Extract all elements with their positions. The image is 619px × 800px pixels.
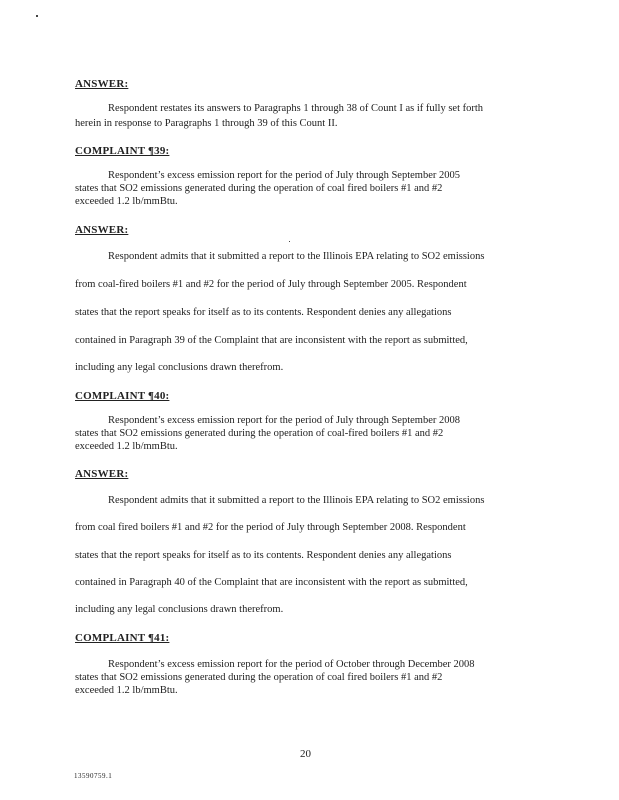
complaint-39-line: states that SO2 emissions generated during the operation of coal fired boilers #1 and #2 [75,183,443,194]
answer-39-line: including any legal conclusions drawn therefrom. [75,362,284,373]
answer-38-line: Respondent restates its answers to Paragraphs 1 through 38 of Count I as if fully set forth [108,103,484,114]
complaint-41-heading: COMPLAINT ¶41: [75,632,170,644]
page-number: 20 [300,748,311,760]
answer-39-line: states that the report speaks for itself as to its contents. Respondent denies any allegations [75,307,452,318]
answer-39-line: from coal-fired boilers #1 and #2 for the period of July through September 2005. Respondent [75,279,467,290]
complaint-40-heading: COMPLAINT ¶40: [75,390,170,402]
scan-speck [36,15,38,17]
answer-40-line: contained in Paragraph 40 of the Complaint that are inconsistent with the report as submitted, [75,577,468,588]
answer-39-line: Respondent admits that it submitted a report to the Illinois EPA relating to SO2 emissions [108,251,485,262]
complaint-39-heading: COMPLAINT ¶39: [75,145,170,157]
answer-38-line: herein in response to Paragraphs 1 through 39 of this Count II. [75,118,338,129]
answer-heading: ANSWER: [75,78,129,90]
answer-40-line: from coal fired boilers #1 and #2 for the period of July through September 2008. Respondent [75,522,466,533]
answer-heading: ANSWER: [75,224,129,236]
complaint-40-line: states that SO2 emissions generated during the operation of coal-fired boilers #1 and #2 [75,428,444,439]
answer-40-line: states that the report speaks for itself as to its contents. Respondent denies any allegations [75,550,452,561]
complaint-41-line: exceeded 1.2 lb/mmBtu. [75,685,178,696]
complaint-39-line: Respondent’s excess emission report for the period of July through September 2005 [108,170,460,181]
complaint-40-line: Respondent’s excess emission report for the period of July through September 2008 [108,415,460,426]
document-id: 13590759.1 [74,772,113,780]
complaint-39-line: exceeded 1.2 lb/mmBtu. [75,196,178,207]
complaint-41-line: states that SO2 emissions generated during the operation of coal fired boilers #1 and #2 [75,672,443,683]
scan-speck [289,241,290,242]
complaint-40-line: exceeded 1.2 lb/mmBtu. [75,441,178,452]
answer-39-line: contained in Paragraph 39 of the Complaint that are inconsistent with the report as submitted, [75,335,468,346]
complaint-41-line: Respondent’s excess emission report for the period of October through December 2008 [108,659,475,670]
answer-40-line: including any legal conclusions drawn therefrom. [75,604,284,615]
answer-40-line: Respondent admits that it submitted a report to the Illinois EPA relating to SO2 emissions [108,495,485,506]
answer-heading: ANSWER: [75,468,129,480]
